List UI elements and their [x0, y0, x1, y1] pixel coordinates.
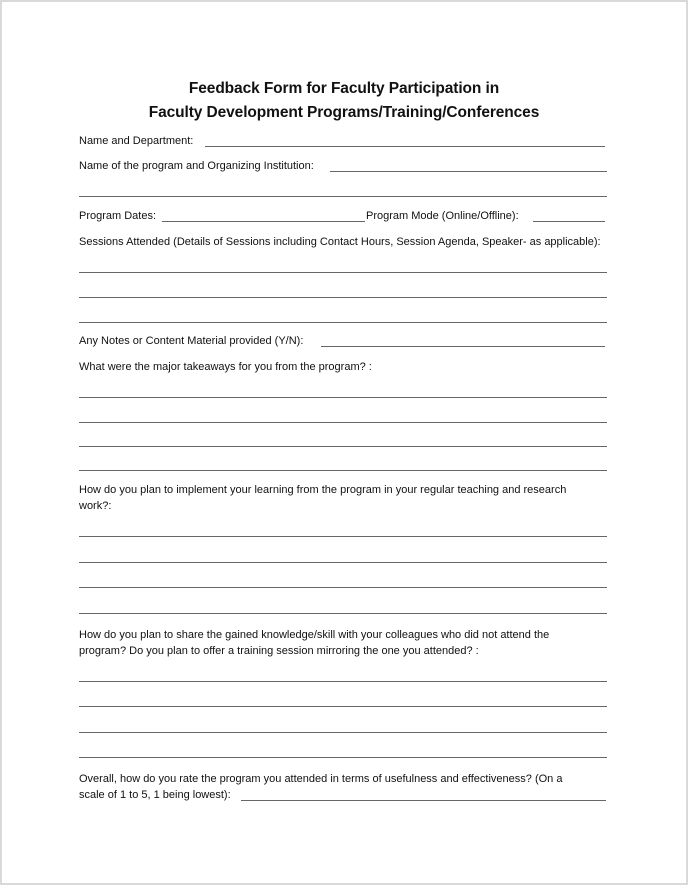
share-line-1[interactable]: [79, 681, 607, 682]
form-title-line-2: Faculty Development Programs/Training/Conferences: [148, 104, 540, 121]
sessions-attended-line-1[interactable]: [79, 272, 607, 273]
rating-field[interactable]: [241, 800, 606, 801]
program-mode-label: Program Mode (Online/Offline):: [366, 210, 519, 222]
share-line-4[interactable]: [79, 757, 607, 758]
program-institution-label: Name of the program and Organizing Institution:: [79, 160, 314, 172]
sessions-attended-line-3[interactable]: [79, 322, 607, 323]
program-institution-field[interactable]: [330, 171, 607, 172]
share-label-line-2: program? Do you plan to offer a training session mirroring the one you attended? :: [79, 645, 479, 657]
program-mode-field[interactable]: [533, 221, 605, 222]
share-line-2[interactable]: [79, 706, 607, 707]
program-dates-label: Program Dates:: [79, 210, 157, 222]
takeaways-line-3[interactable]: [79, 446, 607, 447]
implement-label-line-1: How do you plan to implement your learning from the program in your regular teaching and research: [79, 484, 567, 496]
takeaways-line-1[interactable]: [79, 397, 607, 398]
implement-label-line-2: work?:: [79, 500, 112, 512]
form-title-line-1: Feedback Form for Faculty Participation in: [188, 80, 500, 97]
rating-label-line-1: Overall, how do you rate the program you attended in terms of usefulness and effectiveness? (On a: [79, 773, 563, 785]
name-department-field[interactable]: [205, 146, 605, 147]
program-dates-field[interactable]: [162, 221, 365, 222]
rating-label-line-2: scale of 1 to 5, 1 being lowest):: [79, 789, 231, 801]
takeaways-label: What were the major takeaways for you from the program? :: [79, 361, 372, 373]
program-institution-field-line-2[interactable]: [79, 196, 607, 197]
notes-material-field[interactable]: [321, 346, 605, 347]
share-line-3[interactable]: [79, 732, 607, 733]
sessions-attended-label: Sessions Attended (Details of Sessions including Contact Hours, Session Agenda, Speaker- as applicable):: [79, 236, 601, 248]
implement-line-2[interactable]: [79, 562, 607, 563]
takeaways-line-4[interactable]: [79, 470, 607, 471]
implement-line-1[interactable]: [79, 536, 607, 537]
implement-line-3[interactable]: [79, 587, 607, 588]
sessions-attended-line-2[interactable]: [79, 297, 607, 298]
name-department-label: Name and Department:: [79, 135, 194, 147]
share-label-line-1: How do you plan to share the gained knowledge/skill with your colleagues who did not attend the: [79, 629, 550, 641]
implement-line-4[interactable]: [79, 613, 607, 614]
notes-material-label: Any Notes or Content Material provided (Y/N):: [79, 335, 304, 347]
takeaways-line-2[interactable]: [79, 422, 607, 423]
